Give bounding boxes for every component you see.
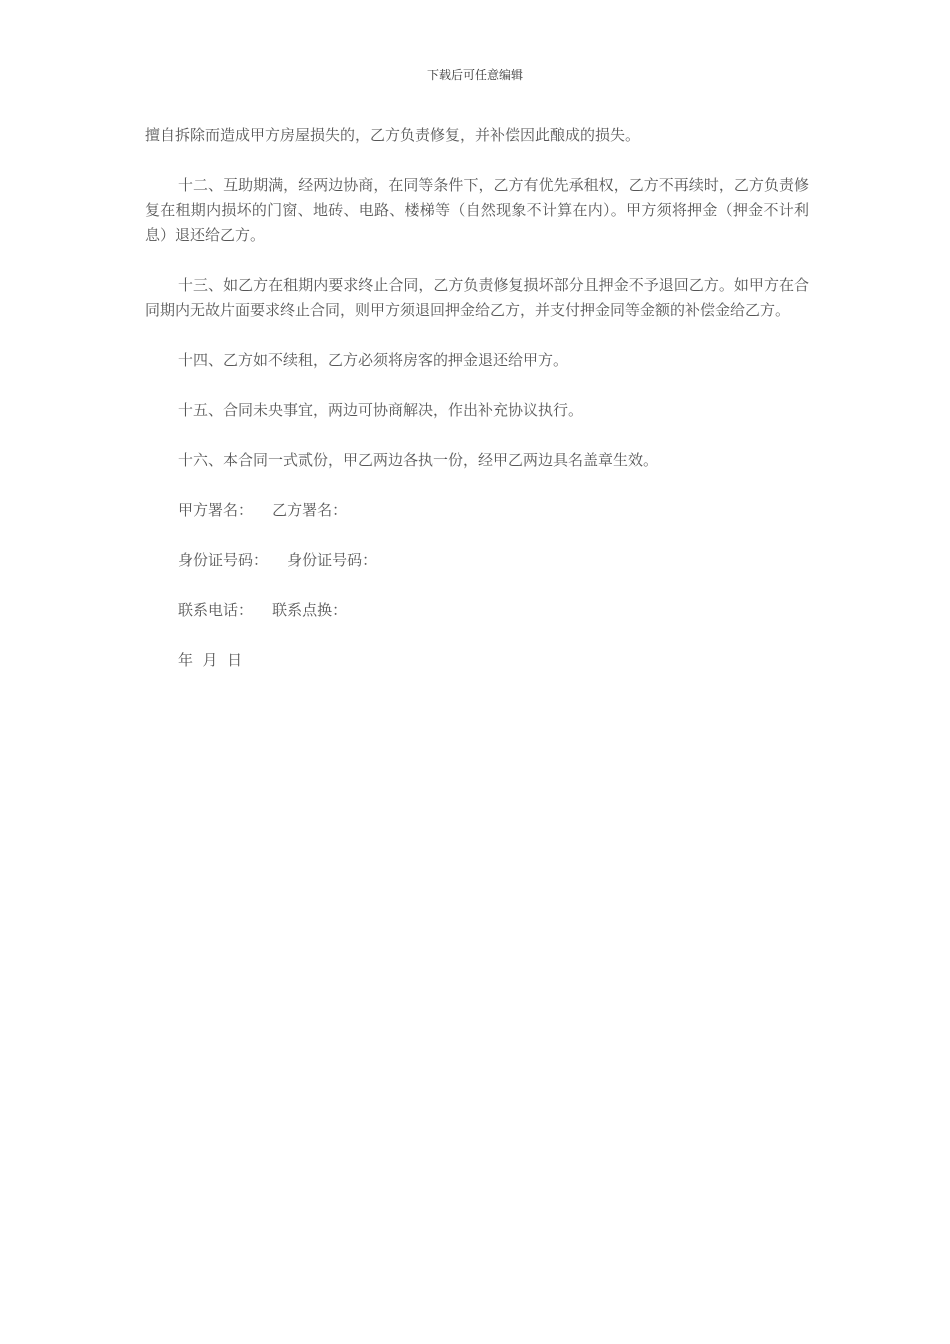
- paragraph-12: 十二、互助期满，经两边协商，在同等条件下，乙方有优先承租权，乙方不再续时，乙方负责修复在租期内损坏的门窗、地砖、电路、楼梯等（自然现象不计算在内）。甲方须将押金（押金不计利息）退还给乙方。: [145, 176, 809, 244]
- party-b-id-label: 身份证号码：: [287, 551, 378, 569]
- contract-body: [145, 123, 809, 698]
- paragraph-14: 十四、乙方如不续租，乙方必须将房客的押金退还给甲方。: [178, 351, 569, 369]
- date-row: 年 月 日: [178, 651, 243, 669]
- paragraph-16: 十六、本合同一式贰份，甲乙两边各执一份，经甲乙两边具名盖章生效。: [178, 451, 659, 469]
- party-a-id-label: 身份证号码：: [178, 551, 269, 569]
- party-b-signature-label: 乙方署名：: [272, 501, 348, 519]
- contact-row: [145, 598, 809, 623]
- paragraph-15: 十五、合同未央事宜，两边可协商解决，作出补充协议执行。: [178, 401, 584, 419]
- id-number-row: [145, 548, 809, 573]
- party-b-phone-label: 联系点换：: [272, 601, 348, 619]
- page-header: 下载后可任意编辑: [426, 68, 523, 82]
- party-a-phone-label: 联系电话：: [178, 601, 254, 619]
- party-a-signature-label: 甲方署名：: [178, 501, 254, 519]
- signature-row: [145, 498, 809, 523]
- paragraph-11-continued: 擅自拆除而造成甲方房屋损失的，乙方负责修复，并补偿因此酿成的损失。: [145, 126, 641, 144]
- paragraph-13: 十三、如乙方在租期内要求终止合同，乙方负责修复损坏部分且押金不予退回乙方。如甲方在合同期内无故片面要求终止合同，则甲方须退回押金给乙方，并支付押金同等金额的补偿金给乙方。: [145, 276, 809, 319]
